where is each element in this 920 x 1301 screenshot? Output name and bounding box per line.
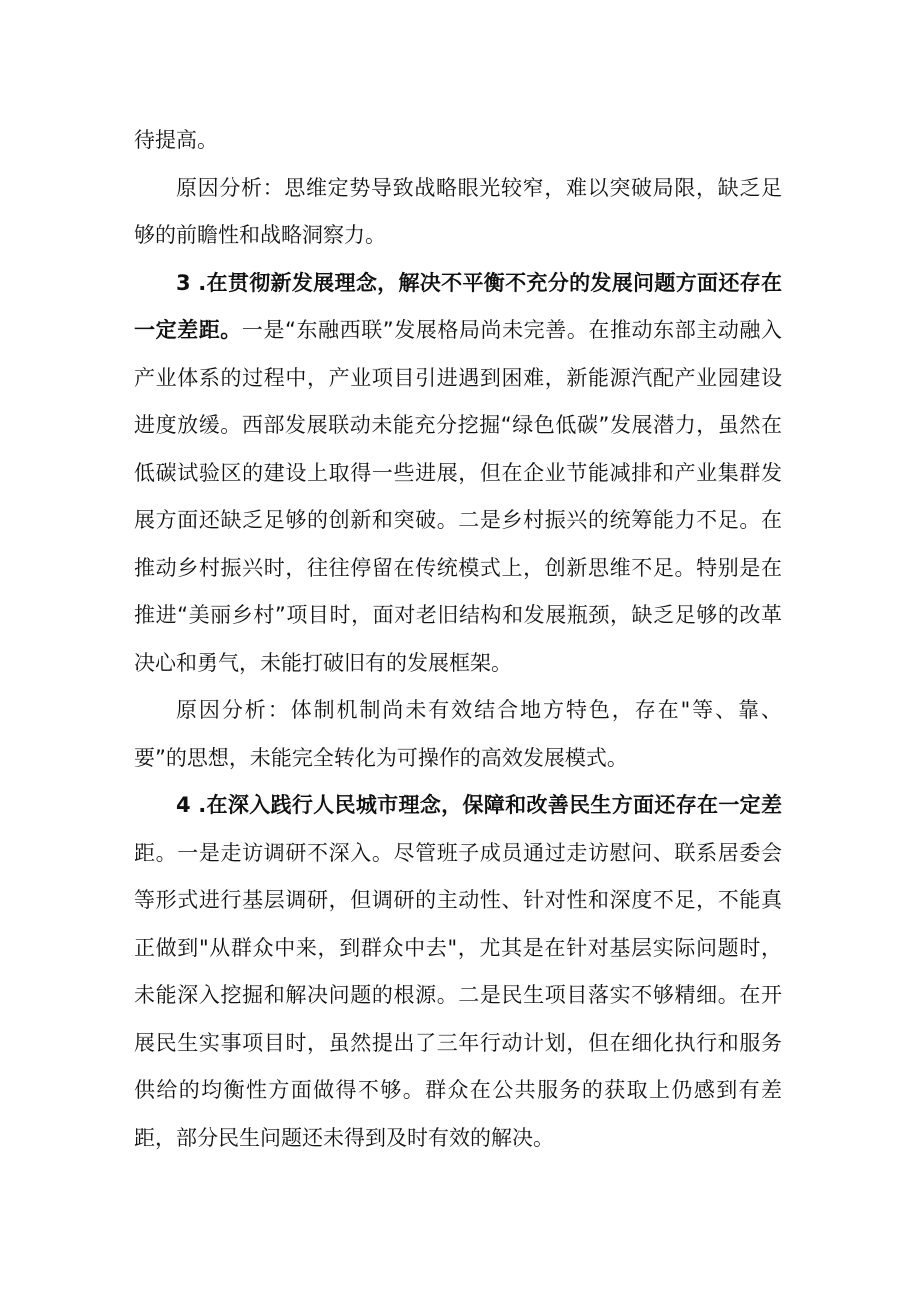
paragraph-continuation	[134, 117, 782, 165]
paragraph-text: 一是“东融西联”发展格局尚未完善。在推动东部主动融入产业体系的过程中，产业项目引进遇到困难，新能源汽配产业园建设进度放缓。西部发展联动未能充分挖掘“绿色低碳”发展潜力，虽然在低碳试验区的建设上取得一些进展，但在企业节能减排和产业集群发展方面还缺乏足够的创新和突破。二是乡村振兴的统筹能力不足。在推动乡村振兴时，往往停留在传统模式上，创新思维不足。特别是在推进“美丽乡村”项目时，面对老旧结构和发展瓶颈，缺乏足够的改革决心和勇气，未能打破旧有的发展框架。	[134, 318, 782, 675]
document-body	[134, 117, 782, 1162]
paragraph-section-3	[134, 260, 782, 688]
paragraph-text: 原因分析：体制机制尚未有效结合地方特色，存在"等、靠、要”的思想，未能完全转化为可操作的高效发展模式。	[134, 698, 782, 770]
paragraph-section-4	[134, 782, 782, 1162]
section-3-heading: 3 .在贯彻新发展理念，解决不平衡不充分的发展问题方面还存在一定差距。	[134, 270, 782, 342]
paragraph-text: 原因分析：思维定势导致战略眼光较窄，难以突破局限，缺乏足够的前瞻性和战略洞察力。	[134, 175, 782, 247]
paragraph-cause-analysis-1	[134, 165, 782, 260]
paragraph-text: 待提高。	[134, 128, 218, 152]
paragraph-cause-analysis-2	[134, 687, 782, 782]
paragraph-text: 距。一是走访调研不深入。尽管班子成员通过走访慰问、联系居委会等形式进行基层调研，但调研的主动性、针对性和深度不足，不能真正做到"从群众中来，到群众中去"，尤其是在针对基层实际问题时，未能深入挖掘和解决问题的根源。二是民生项目落实不够精细。在开展民生实事项目时，虽然提出了三年行动计划，但在细化执行和服务供给的均衡性方面做得不够。群众在公共服务的获取上仍感到有差距，部分民生问题还未得到及时有效的解决。	[134, 840, 782, 1150]
section-4-heading: 4 .在深入践行人民城市理念，保障和改善民生方面还存在一定差	[176, 793, 782, 817]
